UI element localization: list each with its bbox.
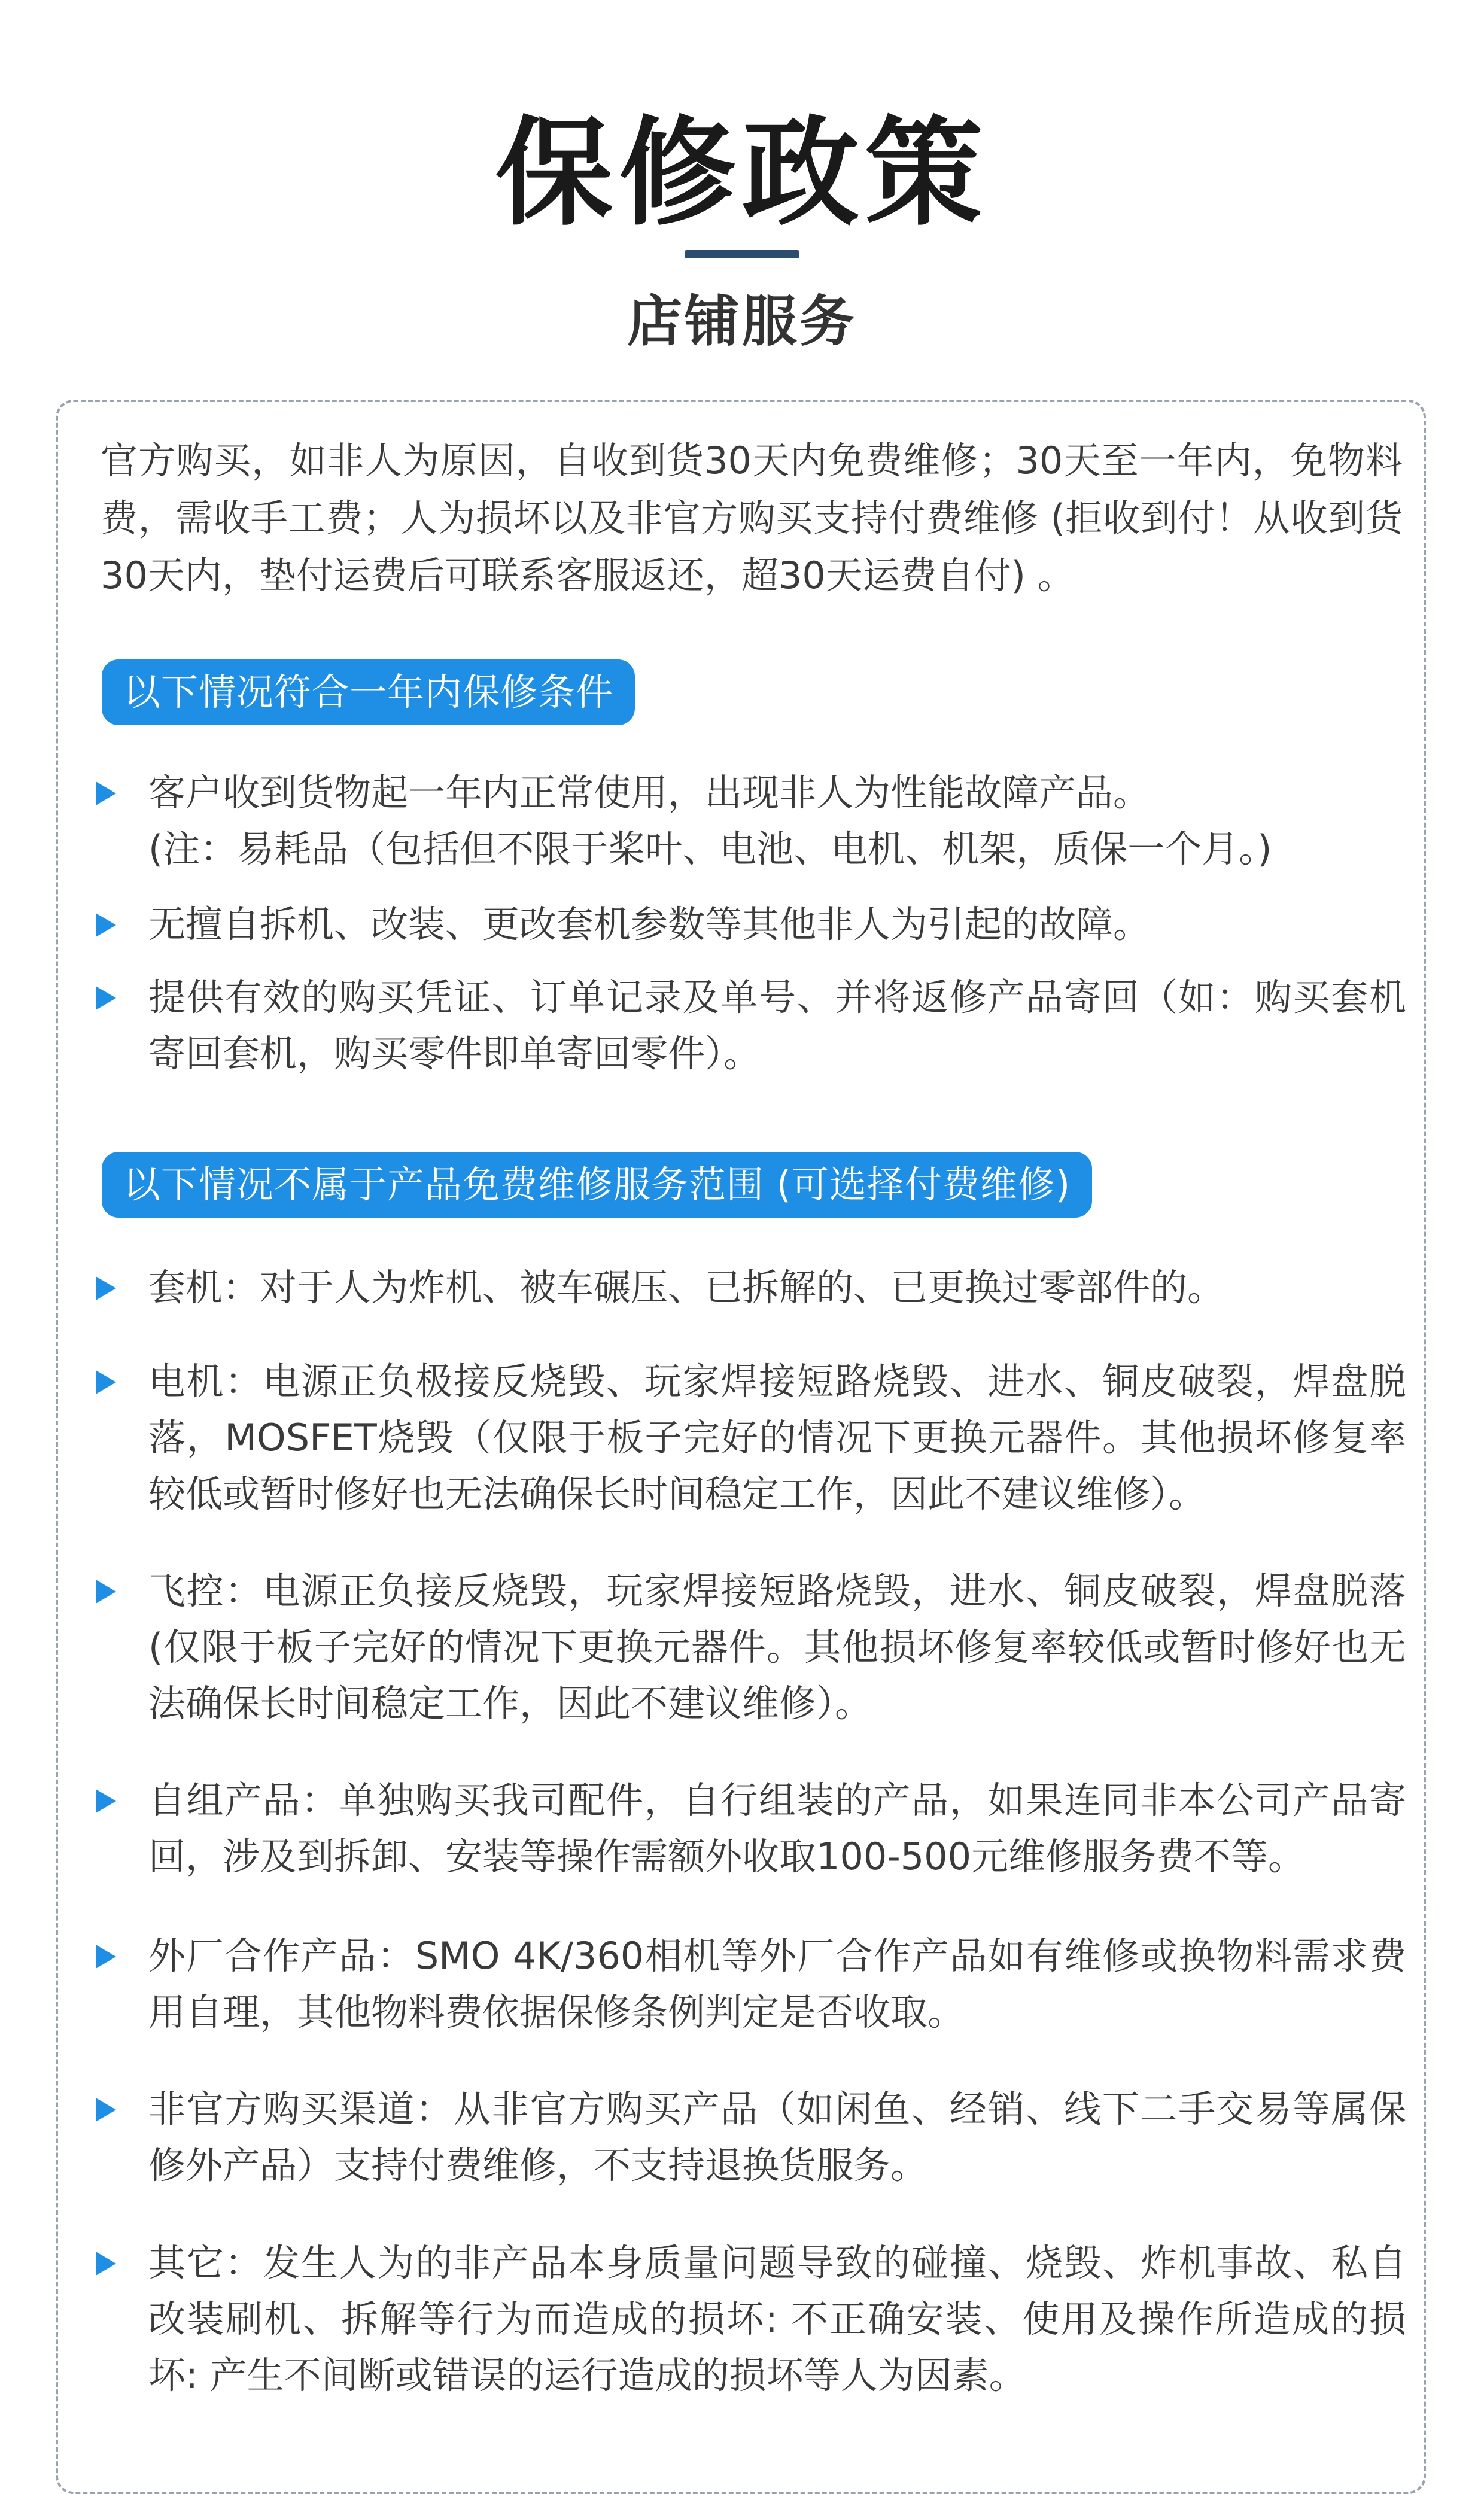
item-text: SMO 4K/360相机等外厂合作产品如有维修或换物料需求费用自理，其他物料费依据保修条例判定是否收取。 — [148, 1934, 1406, 2034]
item-label: 套机： — [148, 1266, 260, 1309]
triangle-bullet-icon — [96, 1789, 116, 1813]
list-item — [96, 896, 1406, 953]
item-label: 飞控： — [148, 1569, 263, 1613]
list-item — [96, 765, 1406, 877]
title-divider — [685, 250, 799, 258]
triangle-bullet-icon — [96, 781, 116, 805]
item-label: 自组产品： — [148, 1778, 339, 1822]
item-text: 对于人为炸机、被车碾压、已拆解的、已更换过零部件的。 — [260, 1266, 1225, 1309]
item-note: (注：易耗品（包括但不限于桨叶、电池、电机、机架，质保一个月。) — [148, 827, 1272, 871]
item-label: 电机： — [148, 1359, 263, 1403]
item-text: 无擅自拆机、改装、更改套机参数等其他非人为引起的故障。 — [148, 902, 1151, 946]
item-text: 从非官方购买产品（如闲鱼、经销、线下二手交易等属保修外产品）支持付费维修，不支持退换货服务。 — [148, 2087, 1406, 2187]
triangle-bullet-icon — [96, 2098, 116, 2122]
list-item — [96, 1354, 1406, 1522]
item-label: 其它： — [148, 2241, 263, 2285]
list-item — [96, 969, 1406, 1082]
triangle-bullet-icon — [96, 1945, 116, 1969]
list-item — [96, 1928, 1406, 2040]
list-item — [96, 2081, 1406, 2194]
page-title: 保修政策 — [495, 105, 989, 242]
triangle-bullet-icon — [96, 2252, 116, 2276]
item-label: 非官方购买渠道： — [148, 2087, 454, 2131]
triangle-bullet-icon — [96, 986, 116, 1010]
item-text: 客户收到货物起一年内正常使用，出现非人为性能故障产品。 — [148, 771, 1151, 814]
item-text: 单独购买我司配件，自行组装的产品，如果连同非本公司产品寄回，涉及到拆卸、安装等操作需额外收取100-500元维修服务费不等。 — [148, 1778, 1406, 1878]
triangle-bullet-icon — [96, 1370, 116, 1394]
section-heading-warranty-conditions: 以下情况符合一年内保修条件 — [102, 659, 635, 725]
item-text: 提供有效的购买凭证、订单记录及单号、并将返修产品寄回（如：购买套机寄回套机，购买零件即单寄回零件）。 — [148, 975, 1406, 1075]
item-label: 外厂合作产品： — [148, 1934, 415, 1978]
list-item — [96, 1260, 1406, 1316]
intro-paragraph: 官方购买，如非人为原因，自收到货30天内免费维修；30天至一年内，免物料费，需收手工费；人为损坏以及非官方购买支持付费维修 (拒收到付！从收到货30天内，垫付运费后可联系客服返还，超30天运费自付) 。 — [101, 439, 1403, 597]
item-text: 发生人为的非产品本身质量问题导致的碰撞、烧毁、炸机事故、私自改装刷机、拆解等行为而造成的损坏: 不正确安装、使用及操作所造成的损坏: 产生不间断或错误的运行造成的损坏等人为因素。 — [148, 2241, 1406, 2397]
triangle-bullet-icon — [96, 1276, 116, 1300]
page-subtitle: 店铺服务 — [627, 290, 857, 354]
item-text: 电源正负极接反烧毁、玩家焊接短路烧毁、进水、铜皮破裂，焊盘脱落，MOSFET烧毁（仅限于板子完好的情况下更换元器件。其他损坏修复率较低或暂时修好也无法确保长时间稳定工作，因此不建议维修）。 — [148, 1359, 1406, 1516]
list-item — [96, 1772, 1406, 1885]
section-heading-paid-repair: 以下情况不属于产品免费维修服务范围 (可选择付费维修) — [102, 1152, 1092, 1218]
list-item — [96, 2235, 1406, 2404]
list-item — [96, 1563, 1406, 1732]
triangle-bullet-icon — [96, 913, 116, 937]
triangle-bullet-icon — [96, 1580, 116, 1604]
item-text: 电源正负接反烧毁，玩家焊接短路烧毁，进水、铜皮破裂，焊盘脱落 (仅限于板子完好的情况下更换元器件。其他损坏修复率较低或暂时修好也无法确保长时间稳定工作，因此不建议维修）。 — [148, 1569, 1406, 1725]
